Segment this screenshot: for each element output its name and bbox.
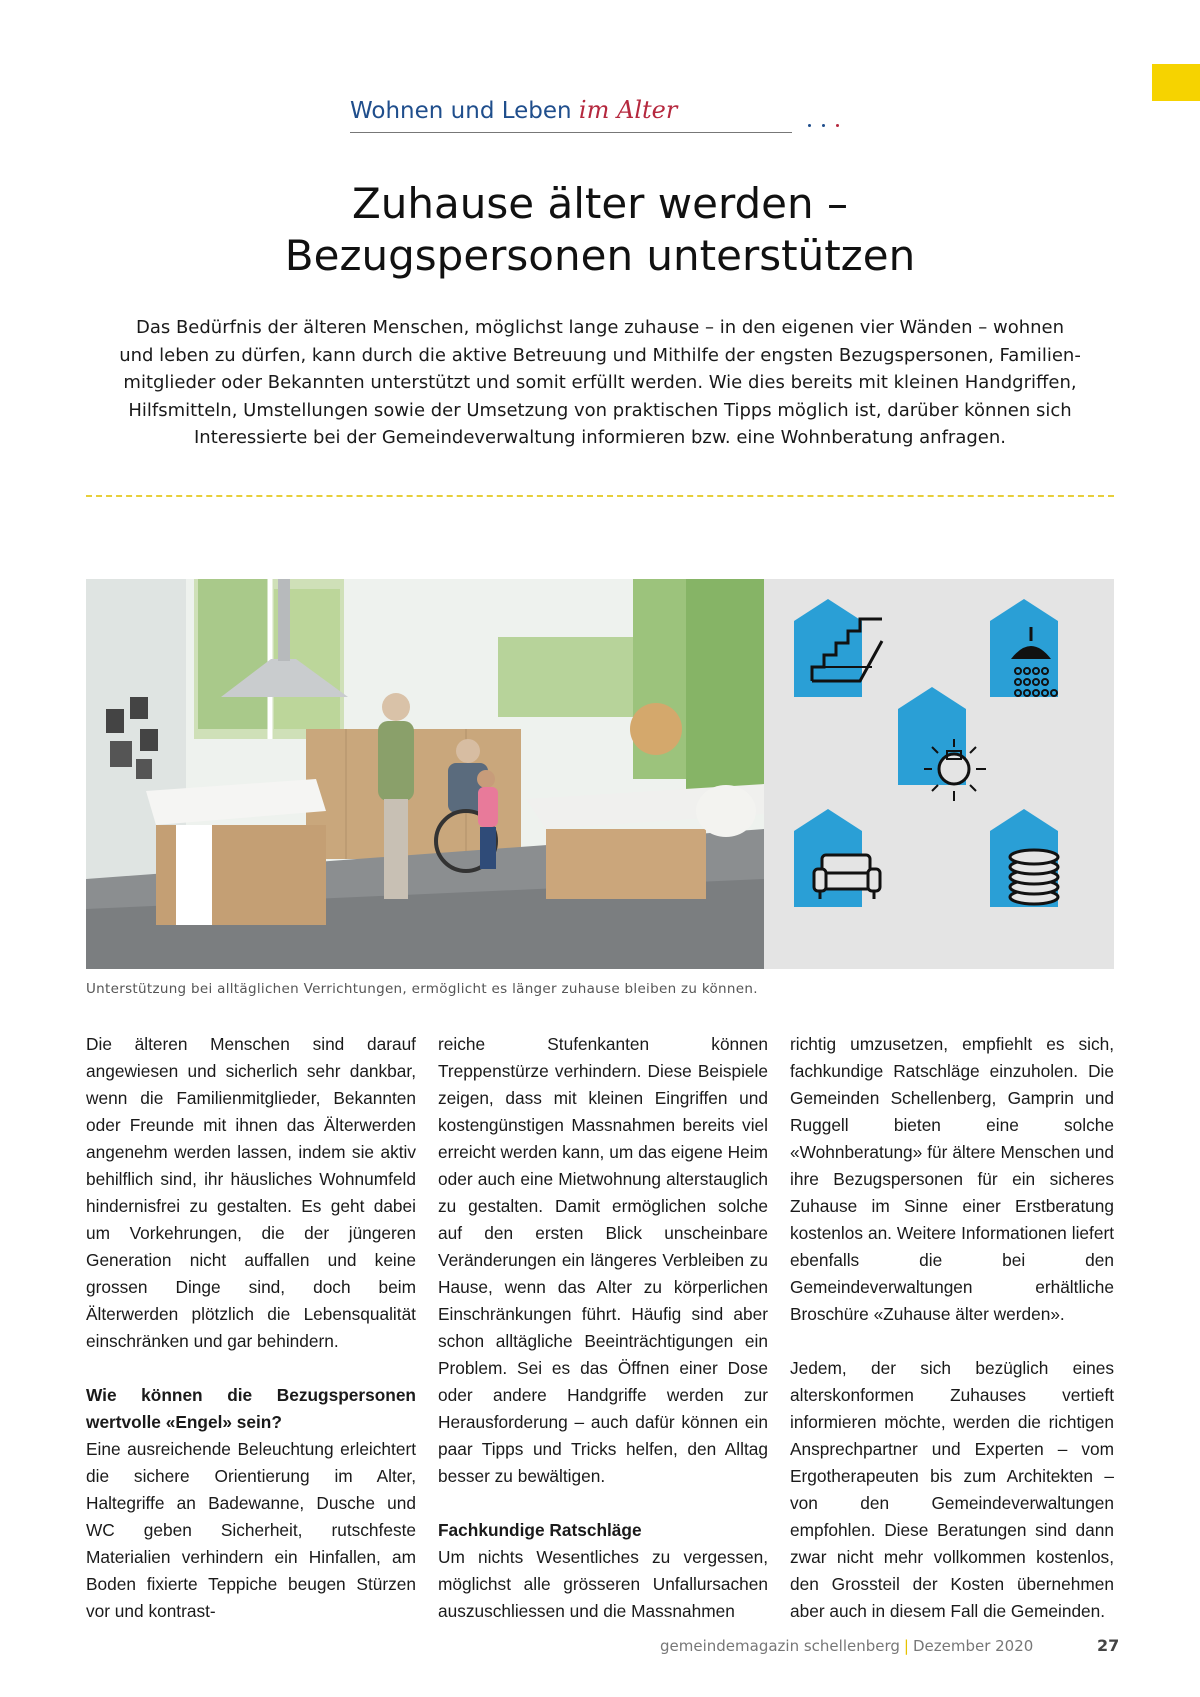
lead-line: Interessierte bei der Gemeindeverwaltung informieren bzw. eine Wohnberatung anfragen. (194, 427, 1006, 448)
text-column-1 (86, 1031, 416, 1625)
sofa-icon (794, 809, 880, 907)
coins-icon (990, 809, 1058, 907)
stairs-icon (794, 599, 882, 697)
lead-line: mitglieder oder Bekannten unterstützt und somit erfüllt werden. Wie dies bereits mit kleinen Handgriffen, (123, 372, 1077, 393)
page-footer (660, 1637, 1033, 1655)
paragraph: Um nichts Wesentliches zu vergessen, möglichst alle grösseren Unfallursachen auszuschliessen und die Massnahmen (438, 1547, 768, 1621)
text-column-2 (438, 1031, 768, 1625)
logo-dot (836, 124, 839, 127)
lightbulb-icon (898, 687, 986, 801)
icons-panel (764, 579, 1114, 969)
footer-separator: | (903, 1637, 909, 1655)
logo-dots (808, 124, 839, 127)
article-title (0, 178, 1200, 282)
kitchen-photo (86, 579, 764, 969)
subheading: Wie können die Bezugspersonen wertvolle «Engel» sein? (86, 1385, 416, 1432)
logo-script-text: im Alter (578, 96, 678, 124)
page-number: 27 (1097, 1636, 1120, 1655)
kitchen-illustration (86, 579, 764, 969)
logo-plain-text: Wohnen und Leben (350, 98, 579, 124)
paragraph: Jedem, der sich bezüglich eines alterskonformen Zuhauses vertieft informieren möchte, werden die richtigen Ansprechpartner und Experten – vom Ergotherapeuten bis zum Architekten – von den Gemeindeverwaltungen empfohlen. Diese Beratungen sind dann zwar nicht mehr vollkommen kostenlos, den Grossteil der Kosten übernehmen aber auch in diesem Fall die Gemeinden. (790, 1358, 1114, 1621)
subheading: Fachkundige Ratschläge (438, 1520, 642, 1540)
lead-line: und leben zu dürfen, kann durch die aktive Betreuung und Mithilfe der engsten Bezugspersonen, Familien- (119, 344, 1081, 366)
title-line-2: Bezugspersonen unterstützen (284, 231, 916, 280)
logo-text (350, 96, 677, 124)
lead-line: Das Bedürfnis der älteren Menschen, möglichst lange zuhause – in den eigenen vier Wänden – wohnen (135, 317, 1065, 338)
yellow-page-tab (1152, 64, 1200, 101)
shower-icon (990, 599, 1058, 697)
paragraph: reiche Stufenkanten können Treppenstürze verhindern. Diese Beispiele zeigen, dass mit kleinen Eingriffen und kostengünstigen Massnahmen bereits viel erreicht werden kann, um das eigene Heim oder auch eine Mietwohnung alterstauglich zu gestalten. Damit ermöglichen solche auf den ersten Blick unscheinbare Veränderungen ein längeres Verbleiben zu Hause, wenn das Alter zu körperlichen Einschränkungen führt. Häufig sind aber schon alltägliche Beeinträchtigungen ein Problem. Sei es das Öffnen einer Dose oder andere Handgriffe werden zur Herausforderung – auch dafür können ein paar Tipps und Tricks helfen, den Alltag besser zu bewältigen. (438, 1034, 768, 1486)
dashed-divider (86, 495, 1114, 497)
icons-graphic (764, 579, 1114, 969)
logo-dot (822, 124, 825, 127)
paragraph: Die älteren Menschen sind darauf angewiesen und sicherlich sehr dankbar, wenn die Familienmitglieder, Bekannten oder Freunde mit ihnen das Älterwerden angenehm werden lassen, indem sie aktiv behilflich sind, ihr häusliches Wohnumfeld hindernisfrei zu gestalten. Es geht dabei um Vorkehrungen, die der jüngeren Generation nicht auffallen und keine grossen Dinge sind, doch beim Älterwerden plötzlich die Lebensqualität einschränken und gar behindern. (86, 1034, 416, 1351)
text-column-3 (790, 1031, 1114, 1625)
paragraph: Eine ausreichende Beleuchtung erleichtert die sichere Orientierung im Alter, Haltegriffe an Badewanne, Dusche und WC geben Sicherheit, rutschfeste Materialien verhindern ein Hinfallen, am Boden fixierte Teppiche beugen Stürzen vor und kontrast- (86, 1439, 416, 1621)
article-lead (96, 314, 1104, 452)
lead-line: Hilfsmitteln, Umstellungen sowie der Umsetzung von praktischen Tipps möglich ist, darüber können sich (128, 399, 1072, 421)
logo-underline (350, 132, 792, 133)
magazine-name: gemeindemagazin schellenberg (660, 1637, 900, 1655)
issue-date: Dezember 2020 (912, 1637, 1034, 1655)
figure-caption: Unterstützung bei alltäglichen Verrichtungen, ermöglicht es länger zuhause bleiben zu können. (86, 981, 758, 997)
logo-dot (808, 124, 811, 127)
title-line-1: Zuhause älter werden – (352, 179, 848, 228)
section-logo (350, 96, 850, 144)
paragraph: richtig umzusetzen, empfiehlt es sich, fachkundige Ratschläge einzuholen. Die Gemeinden Schellenberg, Gamprin und Ruggell bieten eine solche «Wohnberatung» für ältere Menschen und ihre Bezugspersonen für ein sicheres Zuhause im Sinne einer Erstberatung kostenlos an. Weitere Informationen liefert ebenfalls die bei den Gemeindeverwaltungen erhältliche Broschüre «Zuhause älter werden». (790, 1034, 1114, 1324)
